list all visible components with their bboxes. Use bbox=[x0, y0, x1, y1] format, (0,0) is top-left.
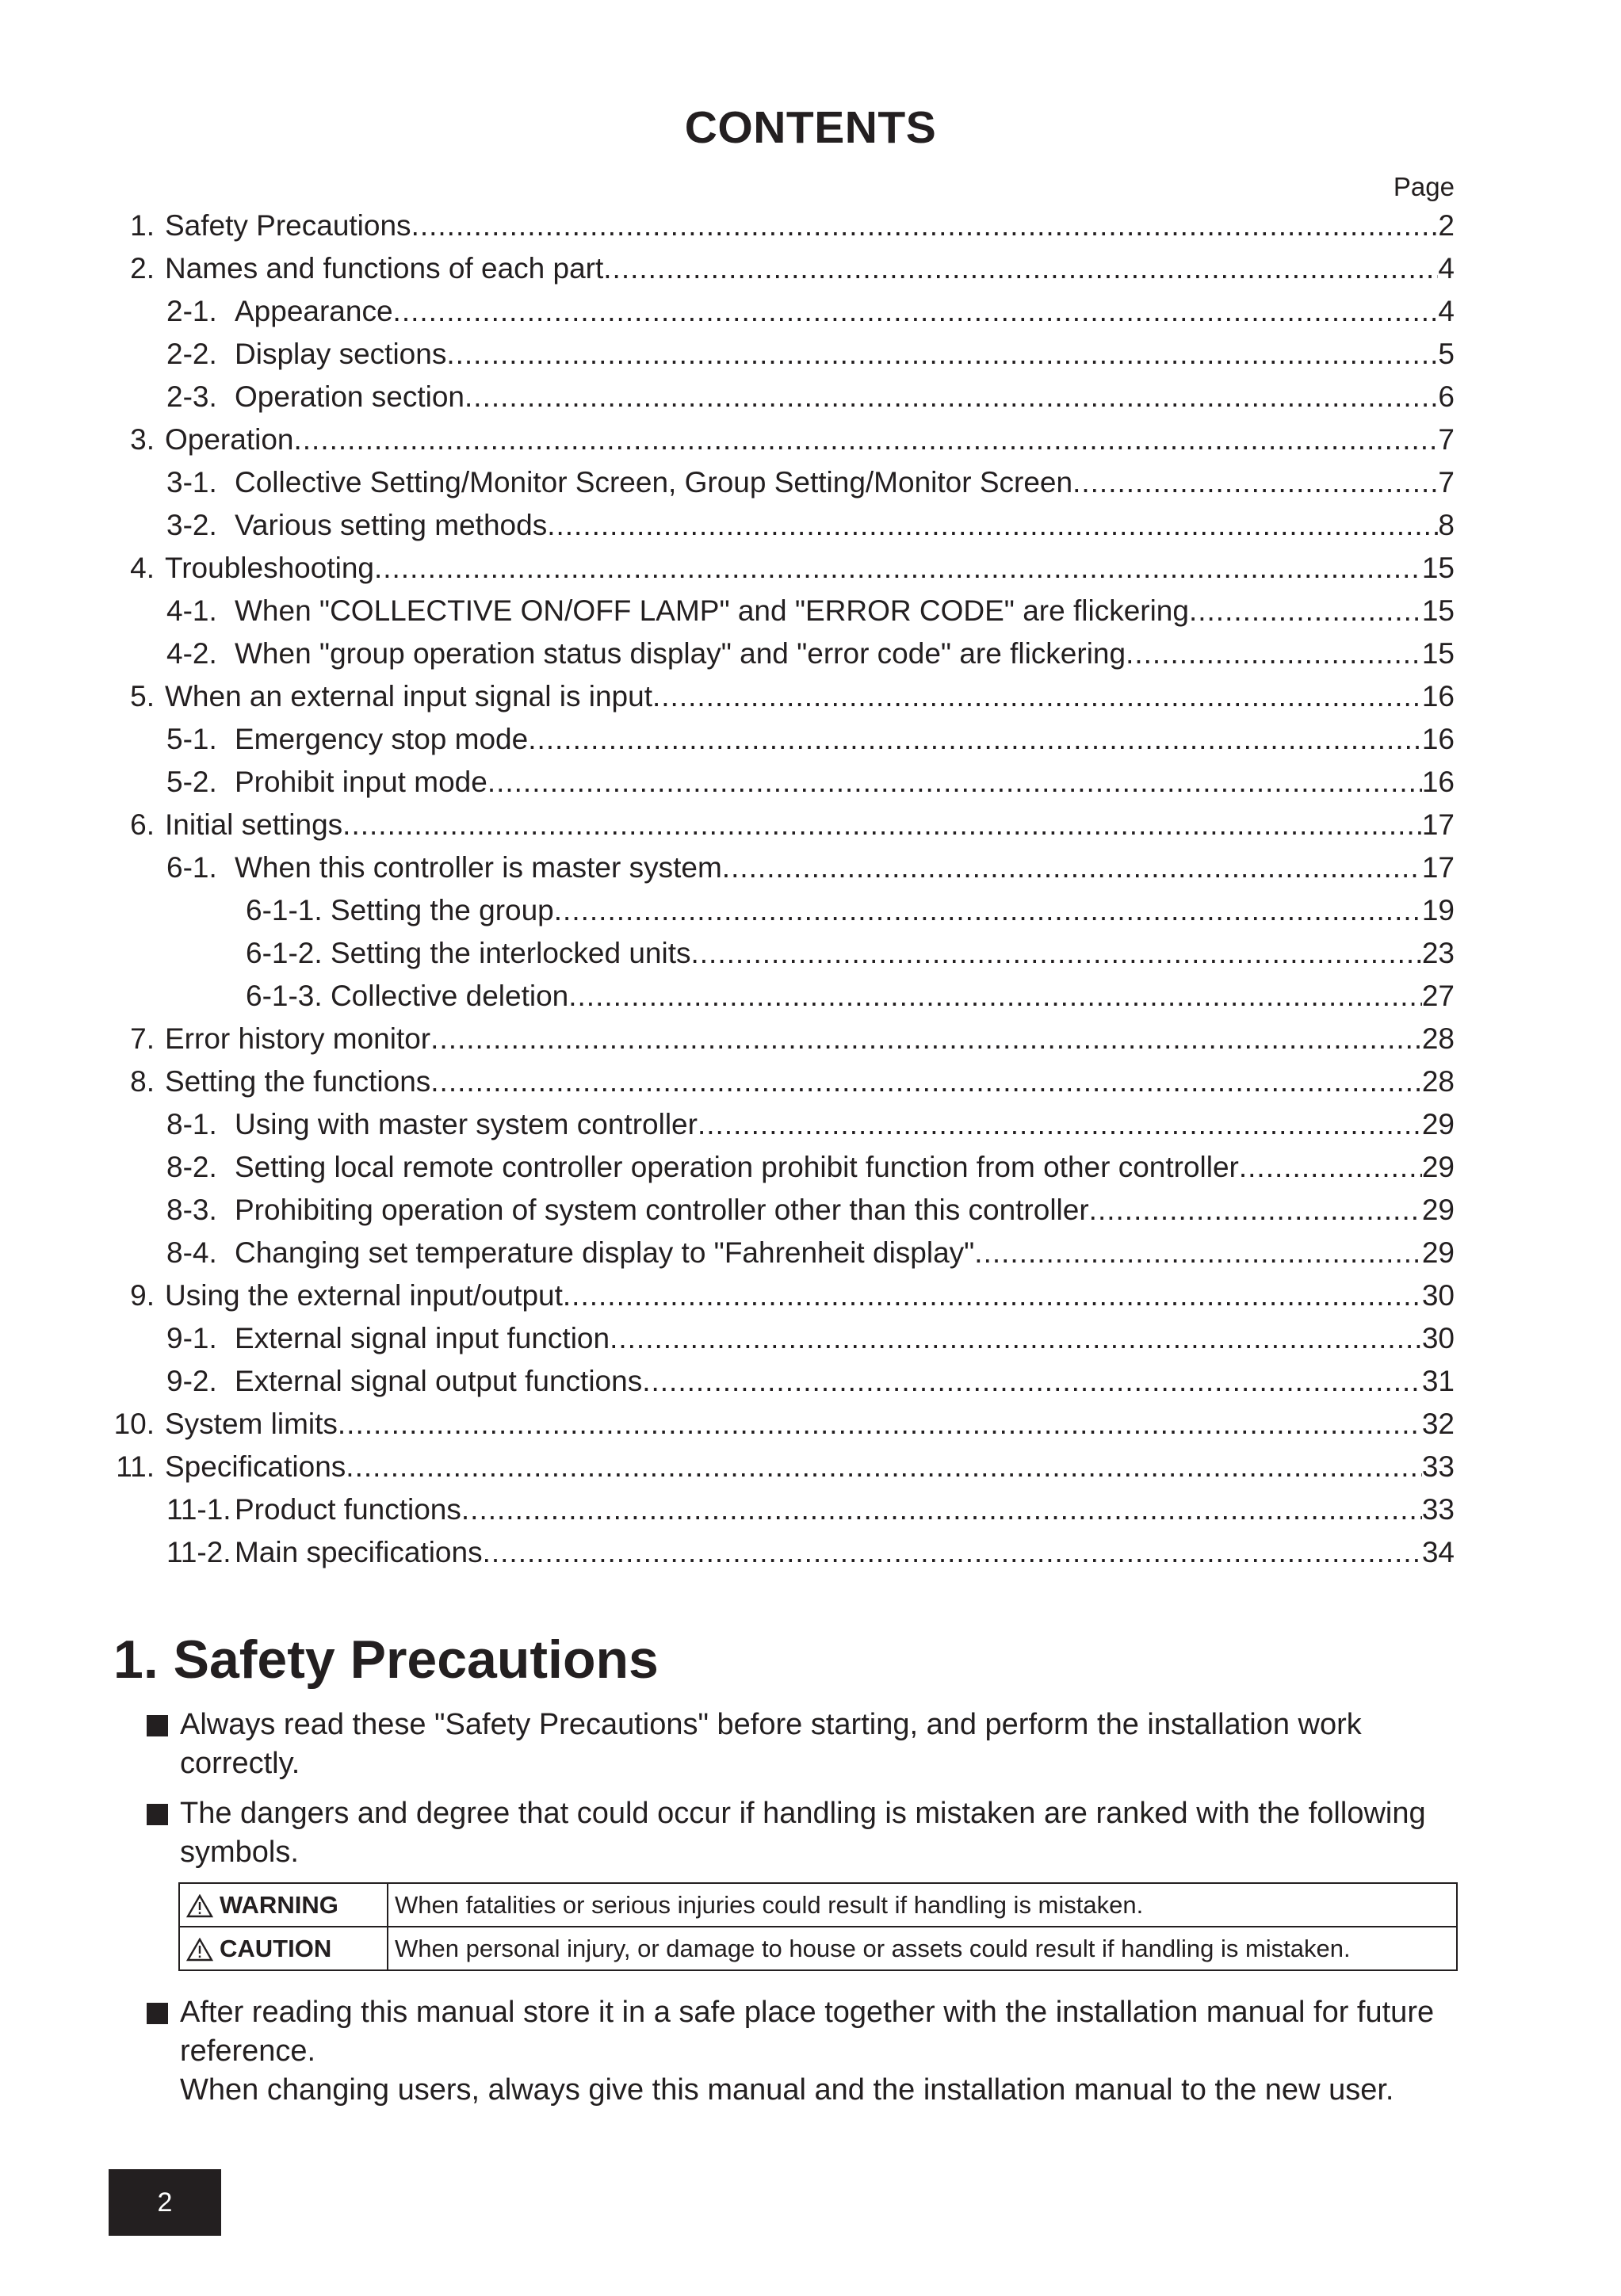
warning-key-cell bbox=[179, 1883, 388, 1927]
toc-entry-number: 8. bbox=[130, 1065, 155, 1098]
toc-entry bbox=[107, 418, 1455, 461]
toc-entry-page: 7 bbox=[1438, 466, 1455, 499]
toc-entry-number: 3. bbox=[130, 423, 155, 456]
toc-entry-page: 6 bbox=[1438, 380, 1455, 413]
toc-leader-dots bbox=[698, 1103, 1422, 1146]
toc-entry-page: 29 bbox=[1421, 1194, 1455, 1226]
toc-entry bbox=[107, 1274, 1455, 1317]
toc-leader-dots bbox=[346, 1446, 1422, 1488]
toc-entry bbox=[107, 247, 1455, 290]
toc-entry bbox=[107, 547, 1455, 590]
toc-entry-label: When "group operation status display" and "error code" are flickering bbox=[235, 637, 1126, 670]
toc-entry-number: 6-1-3. bbox=[246, 980, 323, 1012]
toc-entry: 11-2. Main specifications ..... 34 bbox=[107, 1531, 1455, 1574]
toc-entry-label: Operation bbox=[165, 423, 294, 456]
toc-entry: 6-1. When this controller is master system ..... 17 bbox=[107, 846, 1455, 889]
toc-entry-label bbox=[246, 932, 691, 975]
toc-leader-dots bbox=[461, 1488, 1422, 1531]
toc-entry-label: When this controller is master system bbox=[235, 851, 722, 884]
toc-entry: 2-3. Operation section ..... 6 bbox=[107, 376, 1455, 418]
toc-entry bbox=[107, 804, 1455, 846]
toc-entry-page: 4 bbox=[1438, 295, 1455, 327]
toc-entry-number: 4. bbox=[130, 552, 155, 584]
toc-entry: 2-2. Display sections ..... 5 bbox=[107, 333, 1455, 376]
toc-entry-page: 33 bbox=[1421, 1450, 1455, 1483]
square-bullet-icon bbox=[147, 2003, 168, 2024]
toc-entry-number: 6. bbox=[130, 808, 155, 841]
toc-entry bbox=[107, 204, 1455, 247]
toc-leader-dots bbox=[528, 718, 1422, 761]
toc-entry-number: 10. bbox=[113, 1408, 155, 1440]
toc-entry-number: 9. bbox=[130, 1279, 155, 1312]
toc-entry-text: Setting the interlocked units bbox=[330, 937, 691, 969]
toc-entry-text: Setting the group bbox=[330, 894, 554, 926]
toc-leader-dots bbox=[563, 1274, 1422, 1317]
toc-entry-label: System limits bbox=[165, 1408, 338, 1440]
toc-entry-page: 29 bbox=[1421, 1108, 1455, 1140]
toc-leader-dots bbox=[610, 1317, 1422, 1360]
page-number: 2 bbox=[109, 2169, 221, 2236]
toc-entry-label: Display sections bbox=[235, 338, 447, 370]
toc-entry bbox=[107, 675, 1455, 718]
toc-leader-dots bbox=[722, 846, 1422, 889]
toc-entry-label: Appearance bbox=[235, 295, 393, 327]
toc-entry-label: When "COLLECTIVE ON/OFF LAMP" and "ERROR CODE" are flickering bbox=[235, 594, 1189, 627]
toc-entry-page: 15 bbox=[1421, 552, 1455, 584]
toc-entry-page: 28 bbox=[1421, 1065, 1455, 1098]
toc-entry: 5-2. Prohibit input mode ..... 16 bbox=[107, 761, 1455, 804]
toc-entry-number: 6-1-2. bbox=[246, 937, 323, 969]
bullet-read-precautions bbox=[147, 1706, 1478, 1783]
toc-entry-page: 16 bbox=[1421, 766, 1455, 798]
toc-entry-page: 29 bbox=[1421, 1151, 1455, 1183]
bullet-text: Always read these "Safety Precautions" before starting, and perform the installation work correctly. bbox=[180, 1708, 1362, 1780]
toc-leader-dots bbox=[1239, 1146, 1422, 1189]
toc-entry: 2-1. Appearance ..... 4 bbox=[107, 290, 1455, 333]
toc-entry-page: 15 bbox=[1421, 637, 1455, 670]
toc-leader-dots bbox=[554, 889, 1422, 932]
toc-entry: 3-2. Various setting methods ..... 8 bbox=[107, 504, 1455, 547]
toc-entry bbox=[107, 932, 1455, 975]
toc-entry: 8-2. Setting local remote controller operation prohibit function from other controller ..... 29 bbox=[107, 1146, 1455, 1189]
bullet-danger-ranking bbox=[147, 1794, 1478, 1872]
toc-entry-page: 27 bbox=[1421, 980, 1455, 1012]
toc-entry bbox=[107, 1403, 1455, 1446]
toc-entry-label: Specifications bbox=[165, 1450, 346, 1483]
warning-label: WARNING bbox=[220, 1890, 338, 1919]
toc-leader-dots bbox=[642, 1360, 1422, 1403]
toc-entry: 11-1. Product functions ..... 33 bbox=[107, 1488, 1455, 1531]
toc-entry-label: Collective Setting/Monitor Screen, Group Setting/Monitor Screen bbox=[235, 466, 1073, 499]
toc-entry-label: Using the external input/output bbox=[165, 1279, 563, 1312]
toc-entry-label: Initial settings bbox=[165, 808, 343, 841]
toc-entry-label: Names and functions of each part bbox=[165, 252, 604, 285]
toc-entry-page: 4 bbox=[1438, 252, 1455, 285]
toc-entry-label: Changing set temperature display to "Fahrenheit display" bbox=[235, 1236, 975, 1269]
toc-entry-page: 34 bbox=[1421, 1536, 1455, 1568]
contents-title: CONTENTS bbox=[684, 102, 937, 153]
toc-entry-number: 2. bbox=[130, 252, 155, 285]
toc-entry-page: 29 bbox=[1421, 1236, 1455, 1269]
toc-leader-dots bbox=[430, 1060, 1422, 1103]
toc-entry bbox=[107, 1446, 1455, 1488]
toc-entry: 9-1. External signal input function ..... 30 bbox=[107, 1317, 1455, 1360]
toc-entry-number: 7. bbox=[130, 1022, 155, 1055]
toc-leader-dots bbox=[374, 547, 1422, 590]
square-bullet-icon bbox=[147, 1715, 168, 1736]
toc-entry: 3-1. Collective Setting/Monitor Screen, Group Setting/Monitor Screen ..... 7 bbox=[107, 461, 1455, 504]
toc-entry-page: 16 bbox=[1421, 680, 1455, 712]
bullet-text: The dangers and degree that could occur if handling is mistaken are ranked with the following symbols. bbox=[180, 1797, 1426, 1869]
toc-entry-page: 28 bbox=[1421, 1022, 1455, 1055]
toc-entry-page: 7 bbox=[1438, 423, 1455, 456]
toc-entry-label: External signal output functions bbox=[235, 1365, 643, 1397]
toc-entry-page: 17 bbox=[1421, 851, 1455, 884]
toc-entry: 4-1. When "COLLECTIVE ON/OFF LAMP" and "ERROR CODE" are flickering ..... 15 bbox=[107, 590, 1455, 632]
toc-leader-dots bbox=[393, 290, 1439, 333]
toc-entry bbox=[107, 975, 1455, 1018]
toc-entry-label: Error history monitor bbox=[165, 1022, 431, 1055]
warning-description: When fatalities or serious injuries could result if handling is mistaken. bbox=[388, 1883, 1457, 1927]
toc-entry-page: 31 bbox=[1421, 1365, 1455, 1397]
section-heading: 1. Safety Precautions bbox=[113, 1629, 659, 1690]
toc-leader-dots bbox=[1189, 590, 1422, 632]
toc-entry: 8-4. Changing set temperature display to "Fahrenheit display" ..... 29 bbox=[107, 1232, 1455, 1274]
toc-entry-label: Safety Precautions bbox=[165, 209, 411, 242]
toc-entry-label: Product functions bbox=[235, 1493, 461, 1526]
toc-leader-dots bbox=[342, 804, 1422, 846]
page-column-label: Page bbox=[1393, 172, 1455, 201]
bullet-text: After reading this manual store it in a safe place together with the installation manual for future reference. bbox=[180, 1996, 1435, 2068]
toc-entry-number: 1. bbox=[130, 209, 155, 242]
toc-leader-dots bbox=[974, 1232, 1422, 1274]
toc-entry: 9-2. External signal output functions ..... 31 bbox=[107, 1360, 1455, 1403]
table-row bbox=[179, 1927, 1457, 1970]
toc-entry: 8-3. Prohibiting operation of system controller other than this controller ..... 29 bbox=[107, 1189, 1455, 1232]
toc-entry-label: Emergency stop mode bbox=[235, 723, 529, 755]
toc-entry-label: Operation section bbox=[235, 380, 465, 413]
toc-entry-number: 6-1-1. bbox=[246, 894, 323, 926]
symbol-table bbox=[178, 1882, 1458, 1971]
toc-leader-dots bbox=[1126, 632, 1422, 675]
toc-entry-label: Setting local remote controller operation prohibit function from other controller bbox=[235, 1151, 1239, 1183]
toc-entry-label: Main specifications bbox=[235, 1536, 483, 1568]
toc-entry-page: 15 bbox=[1421, 594, 1455, 627]
caution-description: When personal injury, or damage to house or assets could result if handling is mistaken. bbox=[388, 1927, 1457, 1970]
toc-entry-page: 16 bbox=[1421, 723, 1455, 755]
square-bullet-icon bbox=[147, 1804, 168, 1825]
toc-entry: 5-1. Emergency stop mode ..... 16 bbox=[107, 718, 1455, 761]
toc-entry bbox=[107, 1018, 1455, 1060]
toc-leader-dots bbox=[1089, 1189, 1422, 1232]
toc-entry-label bbox=[246, 889, 554, 932]
toc-entry-label: Prohibiting operation of system controller other than this controller bbox=[235, 1194, 1089, 1226]
toc-leader-dots bbox=[411, 204, 1439, 247]
caution-triangle-icon bbox=[186, 1938, 213, 1962]
toc-leader-dots bbox=[294, 418, 1439, 461]
toc-entry-page: 23 bbox=[1421, 937, 1455, 969]
toc-entry-label: Setting the functions bbox=[165, 1065, 431, 1098]
caution-key-cell bbox=[179, 1927, 388, 1970]
toc-leader-dots bbox=[691, 932, 1422, 975]
toc-entry-page: 30 bbox=[1421, 1322, 1455, 1354]
bullet-text-continued: When changing users, always give this manual and the installation manual to the new user. bbox=[180, 2073, 1394, 2107]
table-of-contents bbox=[107, 204, 1455, 1574]
toc-entry-number: 11. bbox=[116, 1450, 155, 1483]
toc-entry bbox=[107, 1060, 1455, 1103]
table-row bbox=[179, 1883, 1457, 1927]
toc-entry bbox=[107, 889, 1455, 932]
toc-leader-dots bbox=[465, 376, 1438, 418]
toc-entry-label: Troubleshooting bbox=[165, 552, 374, 584]
toc-entry-page: 19 bbox=[1421, 894, 1455, 926]
bullet-store-manual bbox=[147, 1993, 1478, 2110]
toc-entry: 8-1. Using with master system controller ..... 29 bbox=[107, 1103, 1455, 1146]
toc-entry-page: 33 bbox=[1421, 1493, 1455, 1526]
toc-leader-dots bbox=[487, 761, 1422, 804]
toc-entry-page: 32 bbox=[1421, 1408, 1455, 1440]
toc-leader-dots bbox=[483, 1531, 1422, 1574]
toc-entry-page: 2 bbox=[1438, 209, 1455, 242]
toc-leader-dots bbox=[568, 975, 1422, 1018]
toc-leader-dots bbox=[652, 675, 1422, 718]
toc-leader-dots bbox=[446, 333, 1438, 376]
toc-entry-label: When an external input signal is input bbox=[165, 680, 652, 712]
toc-entry-page: 30 bbox=[1421, 1279, 1455, 1312]
toc-entry-label bbox=[246, 975, 568, 1018]
toc-entry-label: External signal input function bbox=[235, 1322, 610, 1354]
toc-entry: 4-2. When "group operation status display" and "error code" are flickering ..... 15 bbox=[107, 632, 1455, 675]
toc-entry-label: Prohibit input mode bbox=[235, 766, 487, 798]
toc-leader-dots bbox=[547, 504, 1438, 547]
toc-entry-label: Various setting methods bbox=[235, 509, 548, 541]
caution-label: CAUTION bbox=[220, 1934, 332, 1962]
toc-entry-page: 17 bbox=[1421, 808, 1455, 841]
warning-triangle-icon bbox=[186, 1894, 213, 1918]
toc-entry-label: Using with master system controller bbox=[235, 1108, 698, 1140]
toc-entry-text: Collective deletion bbox=[330, 980, 569, 1012]
toc-entry-page: 5 bbox=[1438, 338, 1455, 370]
toc-entry-page: 8 bbox=[1438, 509, 1455, 541]
toc-leader-dots bbox=[430, 1018, 1422, 1060]
toc-leader-dots bbox=[1072, 461, 1438, 504]
toc-leader-dots bbox=[603, 247, 1438, 290]
toc-entry-number: 5. bbox=[130, 680, 155, 712]
toc-leader-dots bbox=[338, 1403, 1422, 1446]
